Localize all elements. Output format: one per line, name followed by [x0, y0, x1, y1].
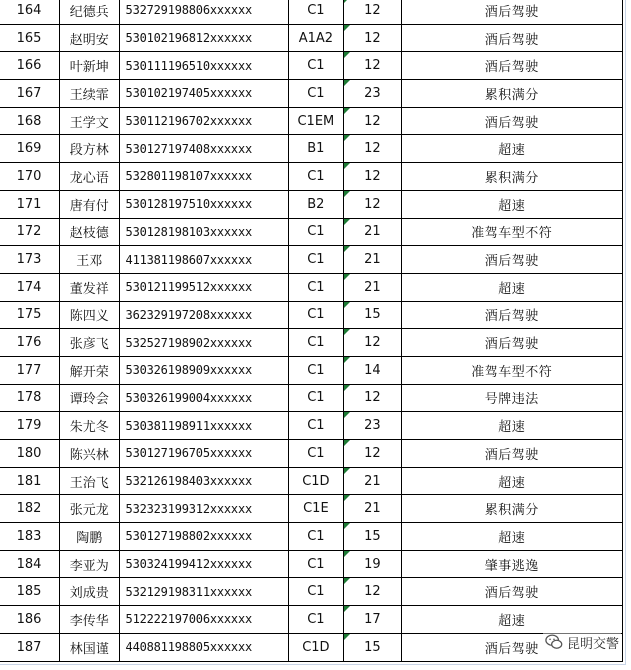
id-number-cell[interactable]: 411381198607xxxxxx	[119, 246, 288, 274]
driver-name-cell[interactable]: 陈兴林	[60, 440, 119, 468]
violation-reason-cell[interactable]: 酒后驾驶	[401, 578, 622, 606]
table-row	[0, 578, 623, 606]
license-class-cell[interactable]: C1	[288, 384, 344, 412]
license-class-cell[interactable]: C1	[288, 218, 344, 246]
id-number-cell[interactable]: 440881198805xxxxxx	[119, 633, 288, 661]
id-number-cell[interactable]: 530112196702xxxxxx	[119, 107, 288, 135]
points-deducted-cell[interactable]: 21	[344, 246, 401, 274]
driver-name-cell[interactable]: 解开荣	[60, 356, 119, 384]
id-number-cell[interactable]: 532129198311xxxxxx	[119, 578, 288, 606]
table-row	[0, 356, 623, 384]
license-class-cell[interactable]: C1E	[288, 495, 344, 523]
driver-name-cell[interactable]: 王邓	[60, 246, 119, 274]
table-row	[0, 135, 623, 163]
row-number-cell[interactable]: 187	[0, 633, 60, 661]
license-class-cell[interactable]: C1	[288, 550, 344, 578]
row-number-cell[interactable]: 172	[0, 218, 60, 246]
points-deducted-cell[interactable]: 12	[344, 52, 401, 80]
violation-reason-cell[interactable]: 酒后驾驶	[401, 107, 622, 135]
license-class-cell[interactable]: C1	[288, 273, 344, 301]
driver-name-cell[interactable]: 纪德兵	[60, 0, 119, 24]
violation-reason-cell[interactable]: 肇事逃逸	[401, 550, 622, 578]
violation-reason-cell[interactable]: 准驾车型不符	[401, 218, 622, 246]
violation-reason-cell[interactable]: 超速	[401, 190, 622, 218]
id-number-cell[interactable]: 530102196812xxxxxx	[119, 24, 288, 52]
points-deducted-cell[interactable]: 15	[344, 523, 401, 551]
violation-reason-cell[interactable]: 超速	[401, 523, 622, 551]
id-number-cell[interactable]: 532801198107xxxxxx	[119, 163, 288, 191]
driver-name-cell[interactable]: 刘成贵	[60, 578, 119, 606]
violation-reason-cell[interactable]: 酒后驾驶	[401, 246, 622, 274]
table-row	[0, 246, 623, 274]
table-row	[0, 80, 623, 108]
license-class-cell[interactable]: B2	[288, 190, 344, 218]
table-row	[0, 384, 623, 412]
points-deducted-cell[interactable]: 12	[344, 24, 401, 52]
id-number-cell[interactable]: 530127198802xxxxxx	[119, 523, 288, 551]
id-number-cell[interactable]: 362329197208xxxxxx	[119, 301, 288, 329]
violation-reason-cell[interactable]: 超速	[401, 606, 622, 634]
row-number-cell[interactable]: 166	[0, 52, 60, 80]
points-deducted-cell[interactable]: 12	[344, 440, 401, 468]
row-number-cell[interactable]: 170	[0, 163, 60, 191]
id-number-cell[interactable]: 530326198909xxxxxx	[119, 356, 288, 384]
row-number-cell[interactable]: 177	[0, 356, 60, 384]
driver-name-cell[interactable]: 王续霏	[60, 80, 119, 108]
license-class-cell[interactable]: C1	[288, 440, 344, 468]
license-class-cell[interactable]: C1	[288, 52, 344, 80]
row-number-cell[interactable]: 169	[0, 135, 60, 163]
driver-name-cell[interactable]: 王学文	[60, 107, 119, 135]
driver-name-cell[interactable]: 张彦飞	[60, 329, 119, 357]
id-number-cell[interactable]: 530128197510xxxxxx	[119, 190, 288, 218]
violation-reason-cell[interactable]: 超速	[401, 412, 622, 440]
table-row	[0, 550, 623, 578]
violation-reason-cell[interactable]: 酒后驾驶	[401, 0, 622, 24]
id-number-cell[interactable]: 530381198911xxxxxx	[119, 412, 288, 440]
table-row	[0, 163, 623, 191]
table-row	[0, 190, 623, 218]
license-class-cell[interactable]: C1	[288, 606, 344, 634]
points-deducted-cell[interactable]: 12	[344, 163, 401, 191]
driver-name-cell[interactable]: 段方林	[60, 135, 119, 163]
table-row	[0, 329, 623, 357]
points-deducted-cell[interactable]: 14	[344, 356, 401, 384]
violation-reason-cell[interactable]: 酒后驾驶	[401, 329, 622, 357]
license-class-cell[interactable]: C1EM	[288, 107, 344, 135]
id-number-cell[interactable]: 512222197006xxxxxx	[119, 606, 288, 634]
row-number-cell[interactable]: 167	[0, 80, 60, 108]
id-number-cell[interactable]: 530127196705xxxxxx	[119, 440, 288, 468]
id-number-cell[interactable]: 530324199412xxxxxx	[119, 550, 288, 578]
row-number-cell[interactable]: 174	[0, 273, 60, 301]
driver-name-cell[interactable]: 陈四义	[60, 301, 119, 329]
violation-reason-cell[interactable]: 超速	[401, 135, 622, 163]
driver-name-cell[interactable]: 叶新坤	[60, 52, 119, 80]
license-class-cell[interactable]: B1	[288, 135, 344, 163]
points-deducted-cell[interactable]: 12	[344, 0, 401, 24]
table-row	[0, 412, 623, 440]
driver-name-cell[interactable]: 王治飞	[60, 467, 119, 495]
violation-reason-cell[interactable]: 累积满分	[401, 163, 622, 191]
license-class-cell[interactable]: C1	[288, 578, 344, 606]
license-class-cell[interactable]: C1	[288, 163, 344, 191]
license-class-cell[interactable]: C1D	[288, 633, 344, 661]
table-row	[0, 52, 623, 80]
id-number-cell[interactable]: 532323199312xxxxxx	[119, 495, 288, 523]
violation-reason-cell[interactable]: 酒后驾驶	[401, 24, 622, 52]
driver-name-cell[interactable]: 谭玲会	[60, 384, 119, 412]
table-row	[0, 301, 623, 329]
driver-name-cell[interactable]: 赵明安	[60, 24, 119, 52]
points-deducted-cell[interactable]: 21	[344, 495, 401, 523]
violation-reason-cell[interactable]: 超速	[401, 467, 622, 495]
violation-reason-cell[interactable]: 酒后驾驶	[401, 52, 622, 80]
license-class-cell[interactable]: C1	[288, 523, 344, 551]
table-row	[0, 440, 623, 468]
row-number-cell[interactable]: 168	[0, 107, 60, 135]
license-class-cell[interactable]: C1	[288, 329, 344, 357]
violation-reason-cell[interactable]: 超速	[401, 273, 622, 301]
violation-reason-cell[interactable]: 累积满分	[401, 495, 622, 523]
id-number-cell[interactable]: 530127197408xxxxxx	[119, 135, 288, 163]
row-number-cell[interactable]: 173	[0, 246, 60, 274]
points-deducted-cell[interactable]: 21	[344, 467, 401, 495]
row-number-cell[interactable]: 183	[0, 523, 60, 551]
table-row	[0, 273, 623, 301]
violation-reason-cell[interactable]: 酒后驾驶	[401, 440, 622, 468]
id-number-cell[interactable]: 530111196510xxxxxx	[119, 52, 288, 80]
violation-reason-cell[interactable]: 酒后驾驶	[401, 633, 622, 661]
row-number-cell[interactable]: 165	[0, 24, 60, 52]
points-deducted-cell[interactable]: 12	[344, 135, 401, 163]
driver-name-cell[interactable]: 林国谨	[60, 633, 119, 661]
driver-name-cell[interactable]: 李传华	[60, 606, 119, 634]
points-deducted-cell[interactable]: 21	[344, 273, 401, 301]
table-row	[0, 606, 623, 634]
watermark	[543, 632, 621, 652]
table-row	[0, 24, 623, 52]
id-number-cell[interactable]: 532126198403xxxxxx	[119, 467, 288, 495]
row-number-cell[interactable]: 181	[0, 467, 60, 495]
license-class-cell[interactable]: C1	[288, 80, 344, 108]
row-number-cell[interactable]: 164	[0, 0, 60, 24]
points-deducted-cell[interactable]: 17	[344, 606, 401, 634]
row-number-cell[interactable]: 186	[0, 606, 60, 634]
license-class-cell[interactable]: C1	[288, 0, 344, 24]
watermark-text: 昆明交警	[566, 636, 619, 652]
row-number-cell[interactable]: 184	[0, 550, 60, 578]
driver-name-cell[interactable]: 唐有付	[60, 190, 119, 218]
violation-reason-cell[interactable]: 酒后驾驶	[401, 301, 622, 329]
points-deducted-cell[interactable]: 12	[344, 107, 401, 135]
row-number-cell[interactable]: 178	[0, 384, 60, 412]
driver-name-cell[interactable]: 李亚为	[60, 550, 119, 578]
license-class-cell[interactable]: C1	[288, 356, 344, 384]
points-deducted-cell[interactable]: 12	[344, 190, 401, 218]
license-class-cell[interactable]: C1	[288, 301, 344, 329]
driver-name-cell[interactable]: 董发祥	[60, 273, 119, 301]
violation-reason-cell[interactable]: 准驾车型不符	[401, 356, 622, 384]
row-number-cell[interactable]: 182	[0, 495, 60, 523]
row-number-cell[interactable]: 175	[0, 301, 60, 329]
points-deducted-cell[interactable]: 23	[344, 412, 401, 440]
points-deducted-cell[interactable]: 19	[344, 550, 401, 578]
points-deducted-cell[interactable]: 23	[344, 80, 401, 108]
points-deducted-cell[interactable]: 12	[344, 329, 401, 357]
table-row	[0, 495, 623, 523]
id-number-cell[interactable]: 532527198902xxxxxx	[119, 329, 288, 357]
points-deducted-cell[interactable]: 21	[344, 218, 401, 246]
row-number-cell[interactable]: 171	[0, 190, 60, 218]
driver-name-cell[interactable]: 赵枝德	[60, 218, 119, 246]
violation-reason-cell[interactable]: 累积满分	[401, 80, 622, 108]
driver-name-cell[interactable]: 朱尤冬	[60, 412, 119, 440]
driver-name-cell[interactable]: 陶鹏	[60, 523, 119, 551]
driver-name-cell[interactable]: 龙心语	[60, 163, 119, 191]
wechat-logo-icon	[545, 633, 563, 651]
id-number-cell[interactable]: 530121199512xxxxxx	[119, 273, 288, 301]
points-deducted-cell[interactable]: 12	[344, 384, 401, 412]
row-number-cell[interactable]: 176	[0, 329, 60, 357]
table-row	[0, 467, 623, 495]
id-number-cell[interactable]: 530102197405xxxxxx	[119, 80, 288, 108]
id-number-cell[interactable]: 530326199004xxxxxx	[119, 384, 288, 412]
license-class-cell[interactable]: C1D	[288, 467, 344, 495]
row-number-cell[interactable]: 185	[0, 578, 60, 606]
id-number-cell[interactable]: 530128198103xxxxxx	[119, 218, 288, 246]
points-deducted-cell[interactable]: 15	[344, 301, 401, 329]
table-row	[0, 633, 623, 661]
license-class-cell[interactable]: C1	[288, 246, 344, 274]
table-row	[0, 523, 623, 551]
license-class-cell[interactable]: C1	[288, 412, 344, 440]
points-deducted-cell[interactable]: 12	[344, 578, 401, 606]
row-number-cell[interactable]: 179	[0, 412, 60, 440]
table-row	[0, 218, 623, 246]
table-row	[0, 107, 623, 135]
row-number-cell[interactable]: 180	[0, 440, 60, 468]
table-row	[0, 0, 623, 24]
license-class-cell[interactable]: A1A2	[288, 24, 344, 52]
violation-reason-cell[interactable]: 号牌违法	[401, 384, 622, 412]
points-deducted-cell[interactable]: 15	[344, 633, 401, 661]
id-number-cell[interactable]: 532729198806xxxxxx	[119, 0, 288, 24]
driver-name-cell[interactable]: 张元龙	[60, 495, 119, 523]
